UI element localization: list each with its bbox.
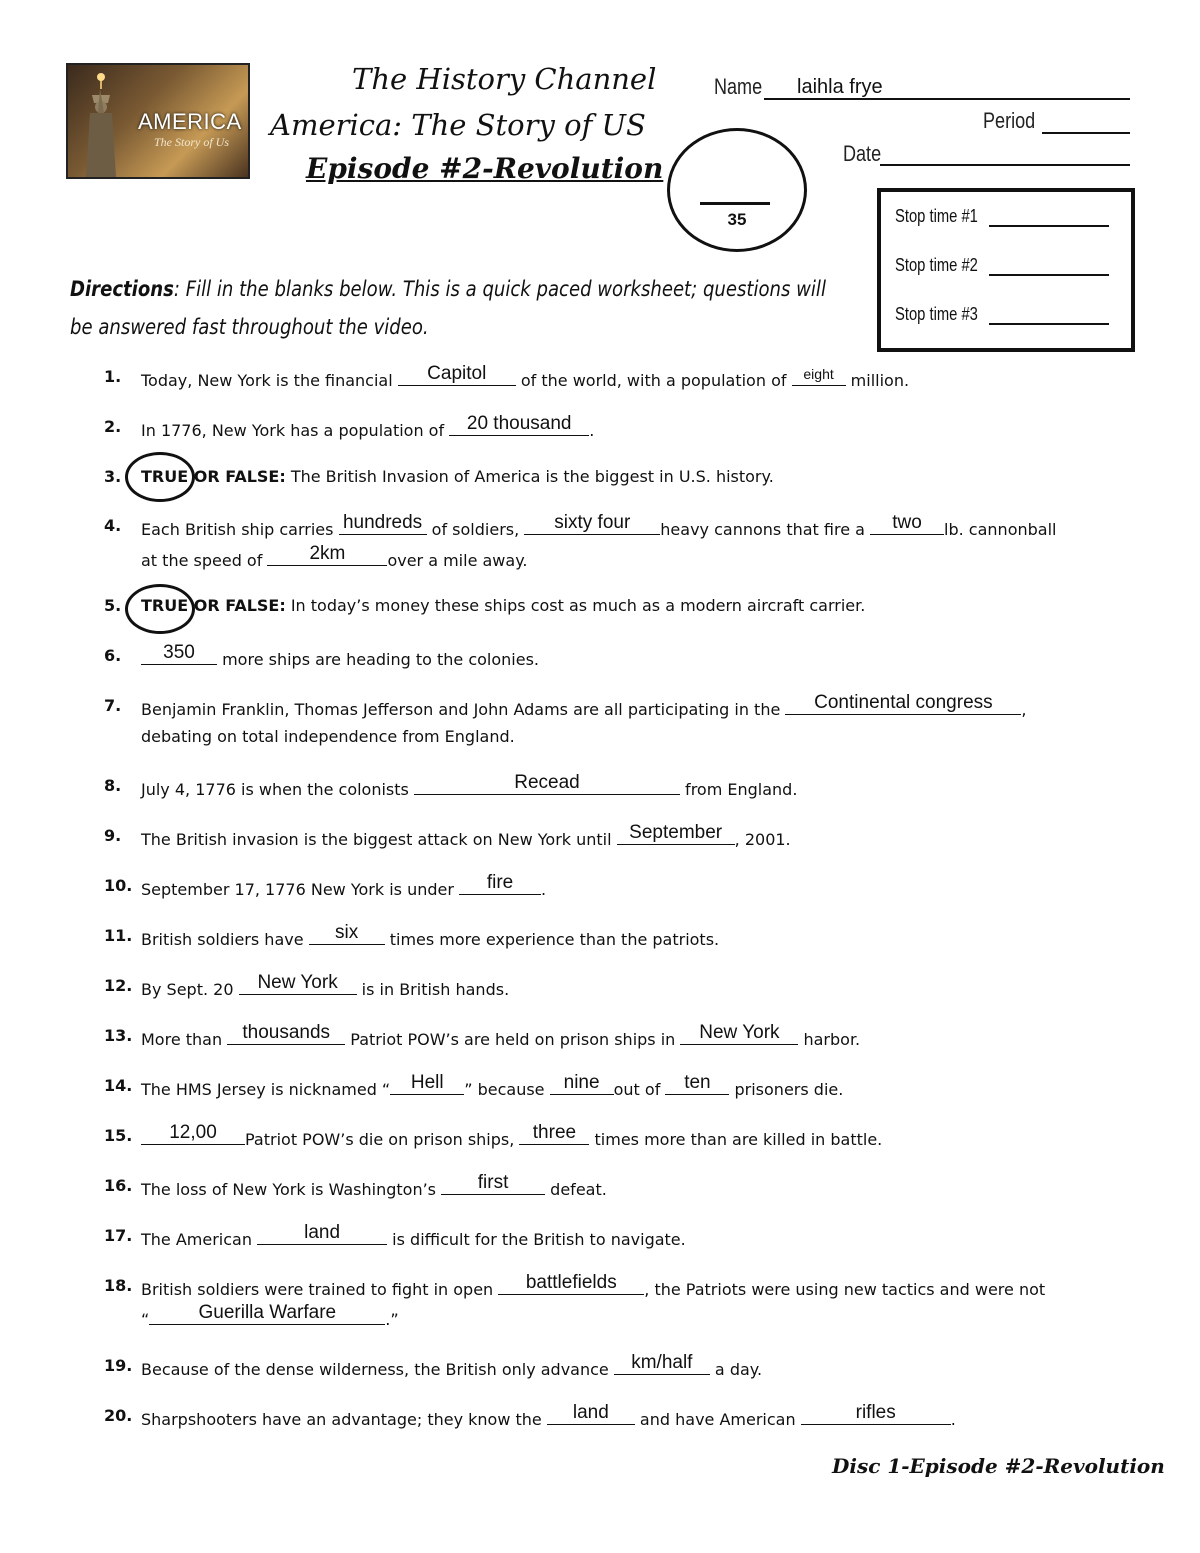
statue-of-liberty-icon	[78, 73, 124, 177]
answer-blank[interactable]: Continental congress	[785, 696, 1021, 715]
logo-title: AMERICA	[138, 109, 242, 134]
answer-blank[interactable]: thousands	[227, 1026, 345, 1045]
answer-blank[interactable]: first	[441, 1176, 545, 1195]
america-logo-image	[66, 63, 250, 179]
logo-subtitle: The Story of Us	[154, 135, 229, 149]
answer-blank[interactable]: 2km	[267, 547, 387, 566]
stop-time-2: Stop time #2	[895, 255, 996, 276]
answer-blank[interactable]: km/half	[614, 1356, 710, 1375]
answer-blank[interactable]: 12,00	[141, 1126, 245, 1145]
stop-time-1: Stop time #1	[895, 206, 996, 227]
title-line-2: America: The Story of US	[270, 108, 646, 142]
answer-blank[interactable]: nine	[550, 1076, 614, 1095]
answer-circle-mark	[125, 452, 195, 502]
answer-blank[interactable]: battlefields	[498, 1276, 644, 1295]
answer-blank[interactable]: land	[547, 1406, 635, 1425]
directions-label: Directions	[70, 277, 174, 301]
answer-blank[interactable]: Guerilla Warfare	[149, 1306, 385, 1325]
answer-blank[interactable]: land	[257, 1226, 387, 1245]
title-line-1: The History Channel	[352, 62, 657, 96]
answer-blank[interactable]: Capitol	[398, 367, 516, 386]
answer-blank[interactable]: September	[617, 826, 735, 845]
score-circle	[667, 128, 807, 252]
answer-blank[interactable]: New York	[239, 976, 357, 995]
score-total: 35	[727, 210, 747, 229]
answer-blank[interactable]: sixty four	[524, 516, 660, 535]
date-label: Date	[843, 141, 882, 166]
stop-time-box	[877, 188, 1135, 352]
stop-time-3: Stop time #3	[895, 304, 996, 325]
true-option[interactable]: TRUE	[141, 596, 189, 615]
title-line-3: Episode #2-Revolution	[306, 152, 664, 185]
answer-blank[interactable]: ten	[665, 1076, 729, 1095]
answer-blank[interactable]: 20 thousand	[449, 417, 589, 436]
directions-text: : Fill in the blanks below. This is a quick paced worksheet; questions will be answered fast throughout the video.	[70, 277, 826, 339]
answer-blank[interactable]: eight	[792, 367, 846, 386]
answer-blank[interactable]: 350	[141, 646, 217, 665]
period-label: Period	[983, 108, 1036, 133]
answer-blank[interactable]: hundreds	[339, 516, 427, 535]
name-label: Name	[714, 74, 763, 99]
answer-blank[interactable]: six	[309, 926, 385, 945]
true-option[interactable]: TRUE	[141, 467, 189, 486]
footer-episode-label: Disc 1-Episode #2-Revolution	[832, 1454, 1165, 1478]
period-underline	[1042, 132, 1130, 134]
score-blank-line	[700, 202, 770, 205]
name-value: laihla frye	[797, 76, 883, 98]
answer-blank[interactable]: rifles	[801, 1406, 951, 1425]
answer-blank[interactable]: Hell	[390, 1076, 464, 1095]
answer-blank[interactable]: fire	[459, 876, 541, 895]
answer-blank[interactable]: three	[519, 1126, 589, 1145]
date-underline	[880, 164, 1130, 166]
answer-blank[interactable]: two	[870, 516, 944, 535]
answer-circle-mark	[125, 584, 195, 634]
answer-blank[interactable]: New York	[680, 1026, 798, 1045]
directions	[70, 270, 850, 346]
answer-blank[interactable]: Recead	[414, 776, 680, 795]
